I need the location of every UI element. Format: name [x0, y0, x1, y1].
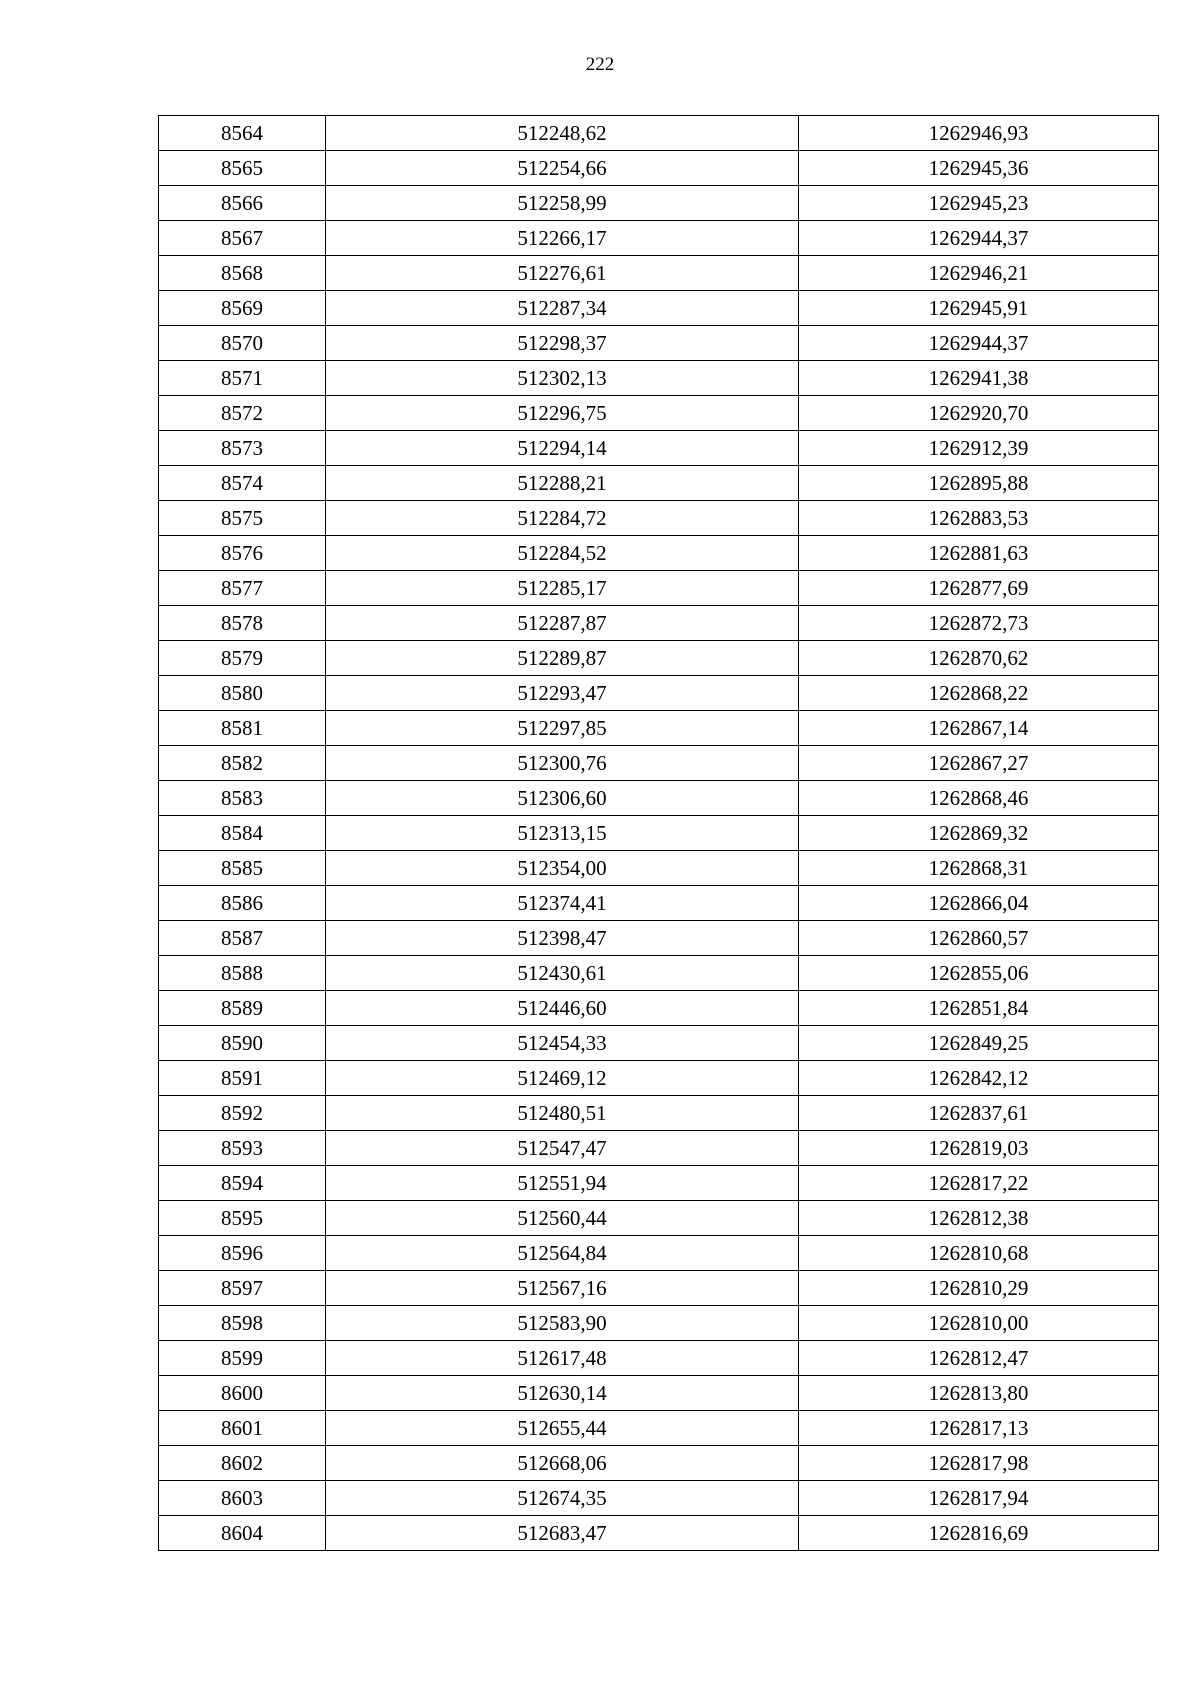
table-row [159, 221, 1159, 256]
point-number-cell: 8591 [159, 1061, 326, 1096]
page-number: 222 [585, 54, 615, 75]
y-coordinate-cell: 1262872,73 [799, 606, 1159, 641]
table-row [159, 816, 1159, 851]
point-number-cell: 8600 [159, 1376, 326, 1411]
x-coordinate-cell: 512302,13 [326, 361, 799, 396]
table-row [159, 641, 1159, 676]
y-coordinate-cell: 1262860,57 [799, 921, 1159, 956]
point-number-cell: 8587 [159, 921, 326, 956]
x-coordinate-cell: 512306,60 [326, 781, 799, 816]
x-coordinate-cell: 512287,34 [326, 291, 799, 326]
point-number-cell: 8576 [159, 536, 326, 571]
table-row [159, 536, 1159, 571]
x-coordinate-cell: 512300,76 [326, 746, 799, 781]
table-row [159, 186, 1159, 221]
x-coordinate-cell: 512560,44 [326, 1201, 799, 1236]
point-number-cell: 8582 [159, 746, 326, 781]
point-number-cell: 8569 [159, 291, 326, 326]
x-coordinate-cell: 512254,66 [326, 151, 799, 186]
x-coordinate-cell: 512564,84 [326, 1236, 799, 1271]
table-row [159, 1236, 1159, 1271]
y-coordinate-cell: 1262877,69 [799, 571, 1159, 606]
table-row [159, 1376, 1159, 1411]
y-coordinate-cell: 1262812,47 [799, 1341, 1159, 1376]
x-coordinate-cell: 512446,60 [326, 991, 799, 1026]
table-row [159, 676, 1159, 711]
table-row [159, 1306, 1159, 1341]
table-row [159, 116, 1159, 151]
y-coordinate-cell: 1262883,53 [799, 501, 1159, 536]
y-coordinate-cell: 1262837,61 [799, 1096, 1159, 1131]
y-coordinate-cell: 1262946,93 [799, 116, 1159, 151]
x-coordinate-cell: 512480,51 [326, 1096, 799, 1131]
x-coordinate-cell: 512430,61 [326, 956, 799, 991]
point-number-cell: 8586 [159, 886, 326, 921]
x-coordinate-cell: 512293,47 [326, 676, 799, 711]
table-row [159, 956, 1159, 991]
y-coordinate-cell: 1262849,25 [799, 1026, 1159, 1061]
point-number-cell: 8570 [159, 326, 326, 361]
x-coordinate-cell: 512296,75 [326, 396, 799, 431]
point-number-cell: 8574 [159, 466, 326, 501]
table-row [159, 1061, 1159, 1096]
y-coordinate-cell: 1262810,29 [799, 1271, 1159, 1306]
x-coordinate-cell: 512297,85 [326, 711, 799, 746]
y-coordinate-cell: 1262920,70 [799, 396, 1159, 431]
point-number-cell: 8581 [159, 711, 326, 746]
y-coordinate-cell: 1262867,14 [799, 711, 1159, 746]
x-coordinate-cell: 512551,94 [326, 1166, 799, 1201]
x-coordinate-cell: 512617,48 [326, 1341, 799, 1376]
x-coordinate-cell: 512583,90 [326, 1306, 799, 1341]
x-coordinate-cell: 512398,47 [326, 921, 799, 956]
point-number-cell: 8597 [159, 1271, 326, 1306]
table-row [159, 431, 1159, 466]
y-coordinate-cell: 1262870,62 [799, 641, 1159, 676]
point-number-cell: 8602 [159, 1446, 326, 1481]
table-row [159, 921, 1159, 956]
y-coordinate-cell: 1262944,37 [799, 221, 1159, 256]
point-number-cell: 8594 [159, 1166, 326, 1201]
point-number-cell: 8564 [159, 116, 326, 151]
point-number-cell: 8588 [159, 956, 326, 991]
table-row [159, 396, 1159, 431]
x-coordinate-cell: 512248,62 [326, 116, 799, 151]
table-row [159, 1131, 1159, 1166]
y-coordinate-cell: 1262812,38 [799, 1201, 1159, 1236]
table-row [159, 991, 1159, 1026]
y-coordinate-cell: 1262946,21 [799, 256, 1159, 291]
point-number-cell: 8583 [159, 781, 326, 816]
x-coordinate-cell: 512285,17 [326, 571, 799, 606]
table-row [159, 886, 1159, 921]
y-coordinate-cell: 1262866,04 [799, 886, 1159, 921]
x-coordinate-cell: 512287,87 [326, 606, 799, 641]
x-coordinate-cell: 512454,33 [326, 1026, 799, 1061]
table-row [159, 606, 1159, 641]
y-coordinate-cell: 1262851,84 [799, 991, 1159, 1026]
point-number-cell: 8572 [159, 396, 326, 431]
point-number-cell: 8568 [159, 256, 326, 291]
point-number-cell: 8592 [159, 1096, 326, 1131]
x-coordinate-cell: 512258,99 [326, 186, 799, 221]
x-coordinate-cell: 512547,47 [326, 1131, 799, 1166]
y-coordinate-cell: 1262819,03 [799, 1131, 1159, 1166]
x-coordinate-cell: 512674,35 [326, 1481, 799, 1516]
point-number-cell: 8575 [159, 501, 326, 536]
y-coordinate-cell: 1262895,88 [799, 466, 1159, 501]
point-number-cell: 8601 [159, 1411, 326, 1446]
point-number-cell: 8584 [159, 816, 326, 851]
table-row [159, 1446, 1159, 1481]
table-row [159, 256, 1159, 291]
point-number-cell: 8573 [159, 431, 326, 466]
y-coordinate-cell: 1262945,91 [799, 291, 1159, 326]
y-coordinate-cell: 1262868,22 [799, 676, 1159, 711]
point-number-cell: 8577 [159, 571, 326, 606]
table-row [159, 1026, 1159, 1061]
x-coordinate-cell: 512276,61 [326, 256, 799, 291]
point-number-cell: 8585 [159, 851, 326, 886]
table-row [159, 1341, 1159, 1376]
y-coordinate-cell: 1262868,46 [799, 781, 1159, 816]
point-number-cell: 8580 [159, 676, 326, 711]
y-coordinate-cell: 1262945,23 [799, 186, 1159, 221]
y-coordinate-cell: 1262868,31 [799, 851, 1159, 886]
y-coordinate-cell: 1262867,27 [799, 746, 1159, 781]
point-number-cell: 8596 [159, 1236, 326, 1271]
table-row [159, 746, 1159, 781]
x-coordinate-cell: 512313,15 [326, 816, 799, 851]
table-row [159, 781, 1159, 816]
x-coordinate-cell: 512630,14 [326, 1376, 799, 1411]
table-row [159, 1411, 1159, 1446]
y-coordinate-cell: 1262855,06 [799, 956, 1159, 991]
x-coordinate-cell: 512284,52 [326, 536, 799, 571]
y-coordinate-cell: 1262817,22 [799, 1166, 1159, 1201]
x-coordinate-cell: 512288,21 [326, 466, 799, 501]
point-number-cell: 8604 [159, 1516, 326, 1551]
x-coordinate-cell: 512354,00 [326, 851, 799, 886]
y-coordinate-cell: 1262810,00 [799, 1306, 1159, 1341]
x-coordinate-cell: 512683,47 [326, 1516, 799, 1551]
point-number-cell: 8566 [159, 186, 326, 221]
point-number-cell: 8595 [159, 1201, 326, 1236]
y-coordinate-cell: 1262842,12 [799, 1061, 1159, 1096]
point-number-cell: 8598 [159, 1306, 326, 1341]
table-row [159, 711, 1159, 746]
table-row [159, 571, 1159, 606]
x-coordinate-cell: 512298,37 [326, 326, 799, 361]
x-coordinate-cell: 512469,12 [326, 1061, 799, 1096]
coordinates-table [158, 115, 1159, 1551]
point-number-cell: 8603 [159, 1481, 326, 1516]
table-row [159, 291, 1159, 326]
point-number-cell: 8578 [159, 606, 326, 641]
x-coordinate-cell: 512284,72 [326, 501, 799, 536]
point-number-cell: 8589 [159, 991, 326, 1026]
y-coordinate-cell: 1262816,69 [799, 1516, 1159, 1551]
coordinates-table-body [159, 116, 1159, 1551]
y-coordinate-cell: 1262813,80 [799, 1376, 1159, 1411]
y-coordinate-cell: 1262881,63 [799, 536, 1159, 571]
table-row [159, 151, 1159, 186]
point-number-cell: 8567 [159, 221, 326, 256]
point-number-cell: 8571 [159, 361, 326, 396]
table-row [159, 501, 1159, 536]
table-row [159, 466, 1159, 501]
x-coordinate-cell: 512567,16 [326, 1271, 799, 1306]
table-row [159, 1271, 1159, 1306]
y-coordinate-cell: 1262817,94 [799, 1481, 1159, 1516]
point-number-cell: 8593 [159, 1131, 326, 1166]
table-row [159, 1201, 1159, 1236]
x-coordinate-cell: 512374,41 [326, 886, 799, 921]
x-coordinate-cell: 512289,87 [326, 641, 799, 676]
y-coordinate-cell: 1262944,37 [799, 326, 1159, 361]
y-coordinate-cell: 1262817,98 [799, 1446, 1159, 1481]
point-number-cell: 8590 [159, 1026, 326, 1061]
y-coordinate-cell: 1262810,68 [799, 1236, 1159, 1271]
table-row [159, 326, 1159, 361]
table-row [159, 1481, 1159, 1516]
y-coordinate-cell: 1262912,39 [799, 431, 1159, 466]
x-coordinate-cell: 512668,06 [326, 1446, 799, 1481]
point-number-cell: 8599 [159, 1341, 326, 1376]
table-row [159, 851, 1159, 886]
table-row [159, 1166, 1159, 1201]
point-number-cell: 8579 [159, 641, 326, 676]
x-coordinate-cell: 512266,17 [326, 221, 799, 256]
table-row [159, 1516, 1159, 1551]
table-row [159, 361, 1159, 396]
table-row [159, 1096, 1159, 1131]
point-number-cell: 8565 [159, 151, 326, 186]
y-coordinate-cell: 1262869,32 [799, 816, 1159, 851]
x-coordinate-cell: 512294,14 [326, 431, 799, 466]
x-coordinate-cell: 512655,44 [326, 1411, 799, 1446]
y-coordinate-cell: 1262817,13 [799, 1411, 1159, 1446]
y-coordinate-cell: 1262945,36 [799, 151, 1159, 186]
y-coordinate-cell: 1262941,38 [799, 361, 1159, 396]
